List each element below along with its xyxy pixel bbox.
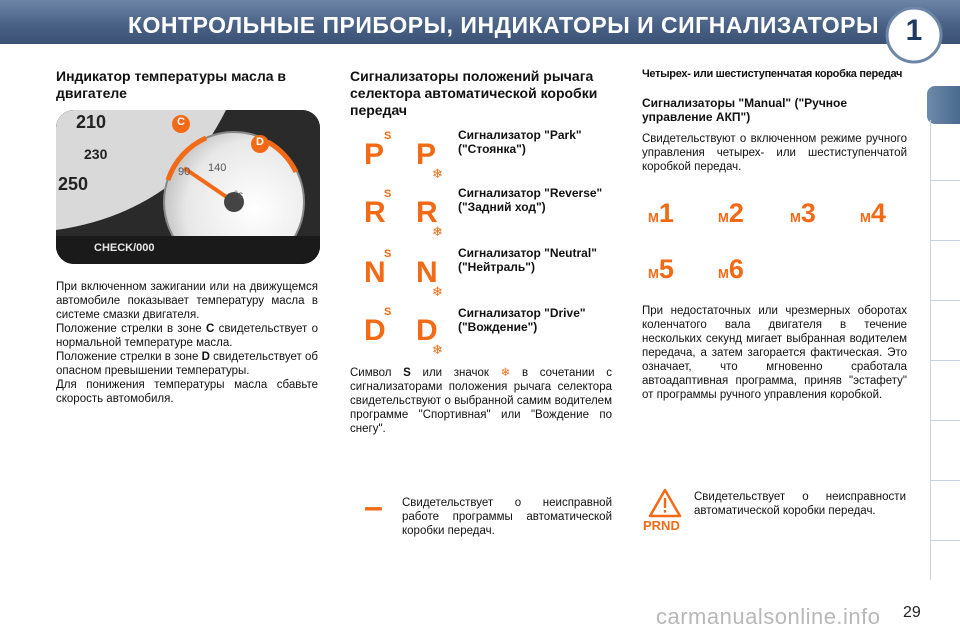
manual-number: 1 [658, 198, 674, 228]
gear-letter: R [364, 196, 386, 229]
manual-subtitle: Сигнализаторы "Manual" ("Ручное управление АКП") [642, 96, 848, 124]
gear-label-drive: Сигнализатор "Drive" ("Вождение") [458, 306, 586, 334]
gear-indicator-drive [360, 306, 452, 366]
page-number: 29 [903, 604, 921, 621]
manual-gear-4 [860, 198, 886, 229]
gauge-tick-label: 210 [76, 112, 107, 132]
manual-paragraph-block [642, 304, 907, 402]
gear-letter: P [364, 138, 385, 171]
text-span: в сочетании с сигнализаторами положения рычага селектора свидетельствуют о выбранной самим водителем программе "Спортивная" или "Вождение по снегу". [350, 367, 613, 435]
manual-m: M [648, 210, 659, 225]
zone-letter: D [201, 351, 210, 363]
sidebar-tick [930, 240, 960, 241]
manual-number: 6 [728, 254, 744, 284]
text-span: свидетельствует об опасном превышении температуры. [56, 351, 318, 377]
manual-gear-5 [648, 254, 674, 285]
prnd-warning-text: Свидетельствует о неисправности автоматической коробки передач. [694, 491, 906, 517]
gauge-tick-label: 230 [84, 146, 108, 162]
snowflake-icon: ❄ [432, 342, 443, 357]
sidebar-tick [930, 480, 960, 481]
gear-letter: N [364, 256, 386, 289]
gear-label-reverse: Сигнализатор "Reverse" ("Задний ход") [458, 186, 603, 214]
gear-letter: R [416, 196, 438, 229]
page-header [0, 0, 960, 44]
text-span: свидетельствует о нормальной температуре масла. [56, 323, 318, 349]
sport-s-icon: S [384, 188, 392, 200]
manual-m: M [648, 266, 659, 281]
gauge-dial-icon [56, 110, 320, 264]
dash-warning-icon: – [364, 488, 383, 526]
prnd-warning-block [694, 490, 906, 518]
sidebar-tick [930, 180, 960, 181]
manual-subtitle-block [642, 96, 907, 124]
gear-indicator-neutral [360, 248, 452, 308]
gauge-unit-label: °c [234, 190, 243, 201]
manual-gear-2 [718, 198, 744, 229]
oil-temp-section [56, 68, 318, 102]
manual-number: 5 [658, 254, 674, 284]
manual-m: M [718, 266, 729, 281]
chapter-tab[interactable] [927, 86, 960, 124]
footer-watermark-url: carmanualsonline.info [656, 604, 881, 629]
manual-intro-block [642, 132, 907, 174]
sidebar-divider [930, 120, 960, 580]
gauge-zone-c-label: C [177, 116, 185, 128]
warning-triangle-icon [648, 488, 682, 518]
manual-section [642, 68, 907, 80]
snowflake-icon: ❄ [432, 284, 443, 299]
prnd-warning-label: PRND [643, 518, 680, 533]
manual-number: 4 [870, 198, 886, 228]
oil-temp-text [56, 280, 318, 406]
sidebar-tick [930, 360, 960, 361]
selector-section [350, 68, 612, 119]
manual-m: M [790, 210, 801, 225]
sport-s-icon: S [384, 130, 392, 142]
oil-temp-gauge [56, 110, 320, 264]
dash-warning-text-block [402, 496, 612, 538]
gear-letter: N [416, 256, 438, 289]
gear-indicator-reverse [360, 188, 452, 248]
gauge-tick-label: 90 [178, 166, 191, 178]
dash-warning-text: Свидетельствует о неисправной работе программы автоматической коробки передач. [402, 497, 612, 537]
symbol-paragraph [350, 366, 612, 436]
sport-s-icon: S [384, 248, 392, 260]
sidebar-tick [930, 540, 960, 541]
text-span: Положение стрелки в зоне [56, 323, 207, 335]
sport-s-icon: S [384, 306, 392, 318]
manual-m: M [718, 210, 729, 225]
chapter-number: 1 [905, 14, 923, 47]
zone-letter: C [206, 323, 215, 335]
sidebar-tick [930, 300, 960, 301]
text-span: или значок [410, 367, 501, 379]
manual-intro: Свидетельствуют о включенном режиме ручного управления четырех- или шестиступенчатой коробкой передач. [642, 133, 907, 173]
snowflake-icon: ❄ [432, 224, 443, 239]
gear-indicator-park [360, 130, 452, 190]
manual-section-title: Четырех- или шестиступенчатая коробка передач [642, 68, 903, 80]
gear-letter: P [416, 138, 437, 171]
gear-label-park: Сигнализатор "Park" ("Стоянка") [458, 128, 582, 156]
gear-letter: D [364, 314, 386, 347]
oil-temp-paragraph: При включенном зажигании или на движущемся автомобиле показывает температуру масла в системе смазки двигателя. [56, 281, 318, 321]
snowflake-icon: ❄ [500, 367, 511, 379]
selector-title: Сигнализаторы положений рычага селектора автоматической коробки передач [350, 68, 598, 118]
page-title: КОНТРОЛЬНЫЕ ПРИБОРЫ, ИНДИКАТОРЫ И СИГНАЛИЗАТОРЫ [128, 12, 879, 38]
manual-number: 3 [800, 198, 816, 228]
manual-gear-1 [648, 198, 674, 229]
manual-m: M [860, 210, 871, 225]
gauge-tick-label: 250 [58, 174, 89, 194]
text-span: Символ [350, 367, 404, 379]
gauge-tick-label: 140 [208, 162, 227, 174]
oil-temp-zone-d [56, 350, 318, 378]
oil-temp-advice: Для понижения температуры масла сбавьте скорость автомобиля. [56, 379, 318, 405]
manual-gear-6 [718, 254, 744, 285]
gear-letter: D [416, 314, 438, 347]
snowflake-icon: ❄ [432, 166, 443, 181]
sidebar-tick [930, 420, 960, 421]
manual-number: 2 [728, 198, 744, 228]
symbol-explanation [350, 366, 612, 436]
gauge-zone-d-label: D [256, 136, 264, 148]
gauge-check-label: CHECK/000 [94, 242, 155, 254]
sport-s-letter: S [403, 367, 411, 379]
manual-gear-3 [790, 198, 816, 229]
gear-label-neutral: Сигнализатор "Neutral" ("Нейтраль") [458, 246, 597, 274]
oil-temp-zone-c [56, 322, 318, 350]
text-span: Положение стрелки в зоне [56, 351, 202, 363]
oil-temp-title: Индикатор температуры масла в двигателе [56, 68, 286, 101]
manual-paragraph: При недостаточных или чрезмерных оборотах коленчатого вала двигателя в течение нескольких секунд мигает выбранная водителем передача, а затем загорается фактическая. Это означает, что мгновенно сработала автоадаптивная программа, приняв "эстафету" от программы ручного управления коробкой. [642, 305, 907, 401]
